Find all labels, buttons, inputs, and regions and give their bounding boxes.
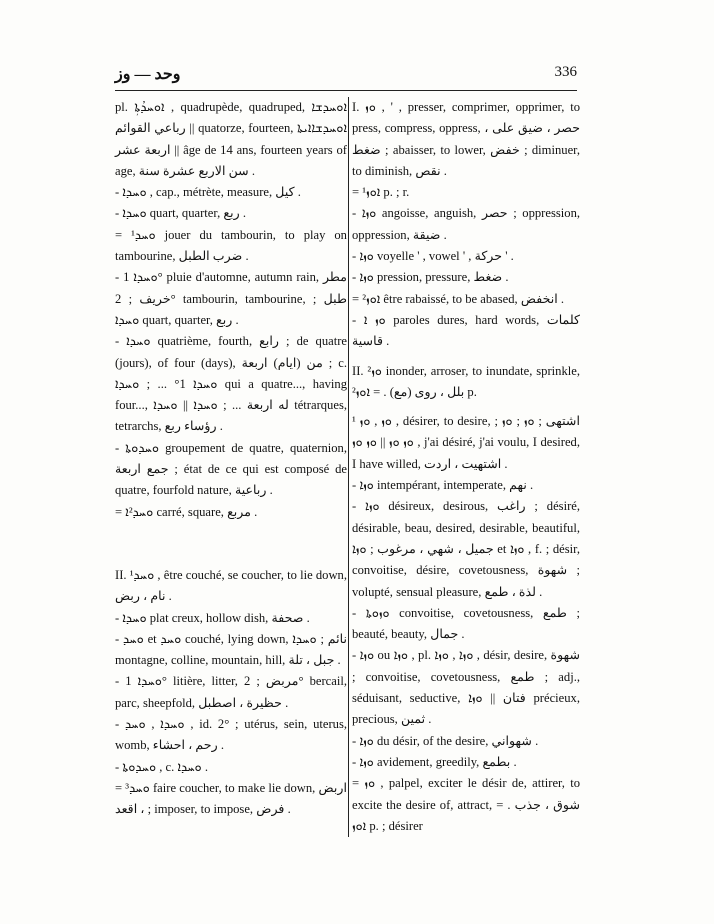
dictionary-entry: - ܘܙܐ désireux, desirous, راغب ; désiré, désirable, beau, desired, desirable, beautiful, جميل ، شهي ، مرغوب ; ܘܙܐ et ܘܙܐ , f. ; désir, convoitise, désire, covetousness, شهوة ; volupté, sensual pleasure, لذة ، طمع . [352, 499, 580, 599]
dictionary-entry: - ܘܙܐ pression, pressure, ضغط . [352, 270, 509, 285]
right-column [352, 97, 580, 837]
dictionary-entry: - ܘܚܕܐ 1° pluie d'automne, autumn rain, مطر خريف ; 2° tambourin, tambourine, طبل ; ܘܚܕܐ quart, quarter, ربع . [115, 270, 348, 327]
running-head: وحد — وز [115, 66, 181, 83]
page-header [115, 64, 577, 88]
dictionary-entry: - ܘܚܕܐ quart, quarter, ربع . [115, 206, 246, 221]
dictionary-entry: - ܘܚܕܐ , ܘܚܕ , id. 2° ; utérus, sein, uterus, womb, رحم ، احشاء . [115, 717, 348, 753]
dictionary-entry: - ܘܙ ܐ paroles dures, hard words, كلمات قاسية . [352, 312, 580, 349]
dictionary-entry: pl. ܐܘܚܕܳܬܼܐ , quadrupède, quadruped, ܐܘܚܕܫܐ رباعي القوائم || quatorze, fourteen, ܐܘܚܕܫܐܐܝܬܐ || اربعة عشر âge de 14 ans, fourteen years of age, سن الاربع عشرة سنة . [115, 100, 348, 178]
dictionary-entry: II. ܘܙ² inonder, arroser, to inundate, sprinkle, بلل ، روى (مع) . = ܐܘܙ² p. [352, 363, 580, 399]
dictionary-entry: = ܘܚܕ¹ jouer du tambourin, to play on tambourine, ضرب الطبل . [115, 227, 347, 264]
dictionary-entry: - ܘܚܕܐ 1° litière, litter, مربض ; 2° bercail, parc, sheepfold, حظيرة ، اصطبل . [115, 674, 348, 710]
dictionary-entry: - ܘܚܕ et ܘܚܕ couché, lying down, نائم ; ܘܚܕܐ montagne, colline, mountain, hill, جبل ، تلة . [115, 631, 347, 668]
dictionary-entry: - ܘܙܐ avidement, greedily, بطمع . [352, 754, 517, 769]
dictionary-entry: = ܘܙ , palpel, exciter le désir de, attirer, to excite the desire of, attract, شوق ، جذب . = ܐܘܙ p. ; désirer [352, 776, 580, 833]
dictionary-entry: - ܘܚܕܐ plat creux, hollow dish, صحفة . [115, 610, 310, 625]
dictionary-entry: - ܘܙܐ intempérant, intemperate, نهم . [352, 478, 534, 493]
dictionary-entry: = ܘܚܕ³ faire coucher, to make lie down, اربض ، اقعد ; imposer, to impose, فرض . [115, 780, 347, 817]
dictionary-entry: - ܘܙܘܬܐ convoitise, covetousness, طمع ; beauté, beauty, جمال . [352, 605, 581, 642]
dictionary-entry: = ܐܘܙ² être rabaissé, to be abased, انخفض . [352, 291, 565, 306]
dictionary-entry: - ܘܙܐ ou ܘܙܐ , pl. ܘܙܐ , ܘܙܐ , désir, desire, شهوة ; convoitise, covetousness, طمع ; adj., séduisant, seductive, فتان || ܘܙܐ précieux, precious, ثمين . [352, 648, 581, 727]
dictionary-entry: ¹ ܘܙ , ܘܙ , désirer, to desire, اشتهى ; ܘܙ ; ܘܙ ; ܘܙ ܘܙ || ܘܙ ܘܙ , j'ai désiré, j'ai voulu, I desired, I have willed, اشتهيت ، اردت . [352, 414, 581, 471]
dictionary-entry: I. ܘܙ , ' , presser, comprimer, opprimer, to press, compress, oppress, حصر ، ضيق على ، ضغط ; abaisser, to lower, خفض ; diminuer, to diminish, نقص . [352, 100, 580, 178]
header-rule [115, 90, 577, 91]
page-number: 336 [554, 64, 577, 80]
dictionary-entry: - ܘܚܕܐ quatrième, fourth, رابع ; de quatre (jours), of four (days), من (ايام) اربعة ; c. ܘܚܕܐ 1° ... ; ܘܚܕܐ qui a quatre..., having four..., له اربعة ... ; ܘܚܕܐ || ܘܚܕܐ tétrarques, tetrarchs, رؤساء ربع . [115, 334, 348, 434]
dictionary-entry: = ܐܘܙ¹ p. ; r. [352, 185, 410, 200]
column-separator [348, 97, 349, 837]
dictionary-entry: - ܘܚܕܐ , cap., métrète, measure, كيل . [115, 185, 301, 200]
dictionary-entry: - ܘܙܐ angoisse, anguish, حصر ; oppression, oppression, ضيقة . [352, 206, 581, 242]
dictionary-entry: = ܘܚܕ²ܐ carré, square, مربع . [115, 504, 258, 519]
dictionary-entry: - ܘܙܐ voyelle ' , vowel ' , حركة ' . [352, 249, 514, 264]
dictionary-entry: - ܘܚܕܘܬܐ , c. ܘܚܕܐ . [115, 759, 209, 774]
left-column [115, 97, 347, 821]
dictionary-entry: - ܘܙܐ du désir, of the desire, شهواني . [352, 733, 539, 748]
dictionary-entry: - ܘܚܕܘܬܐ groupement de quatre, quaternion, جمع اربعة ; état de ce qui est composé de quatre, fourfold nature, رباعية . [115, 440, 347, 498]
dictionary-entry: II. ܘܚܕ¹ , être couché, se coucher, to lie down, نام ، ربض . [115, 567, 347, 604]
